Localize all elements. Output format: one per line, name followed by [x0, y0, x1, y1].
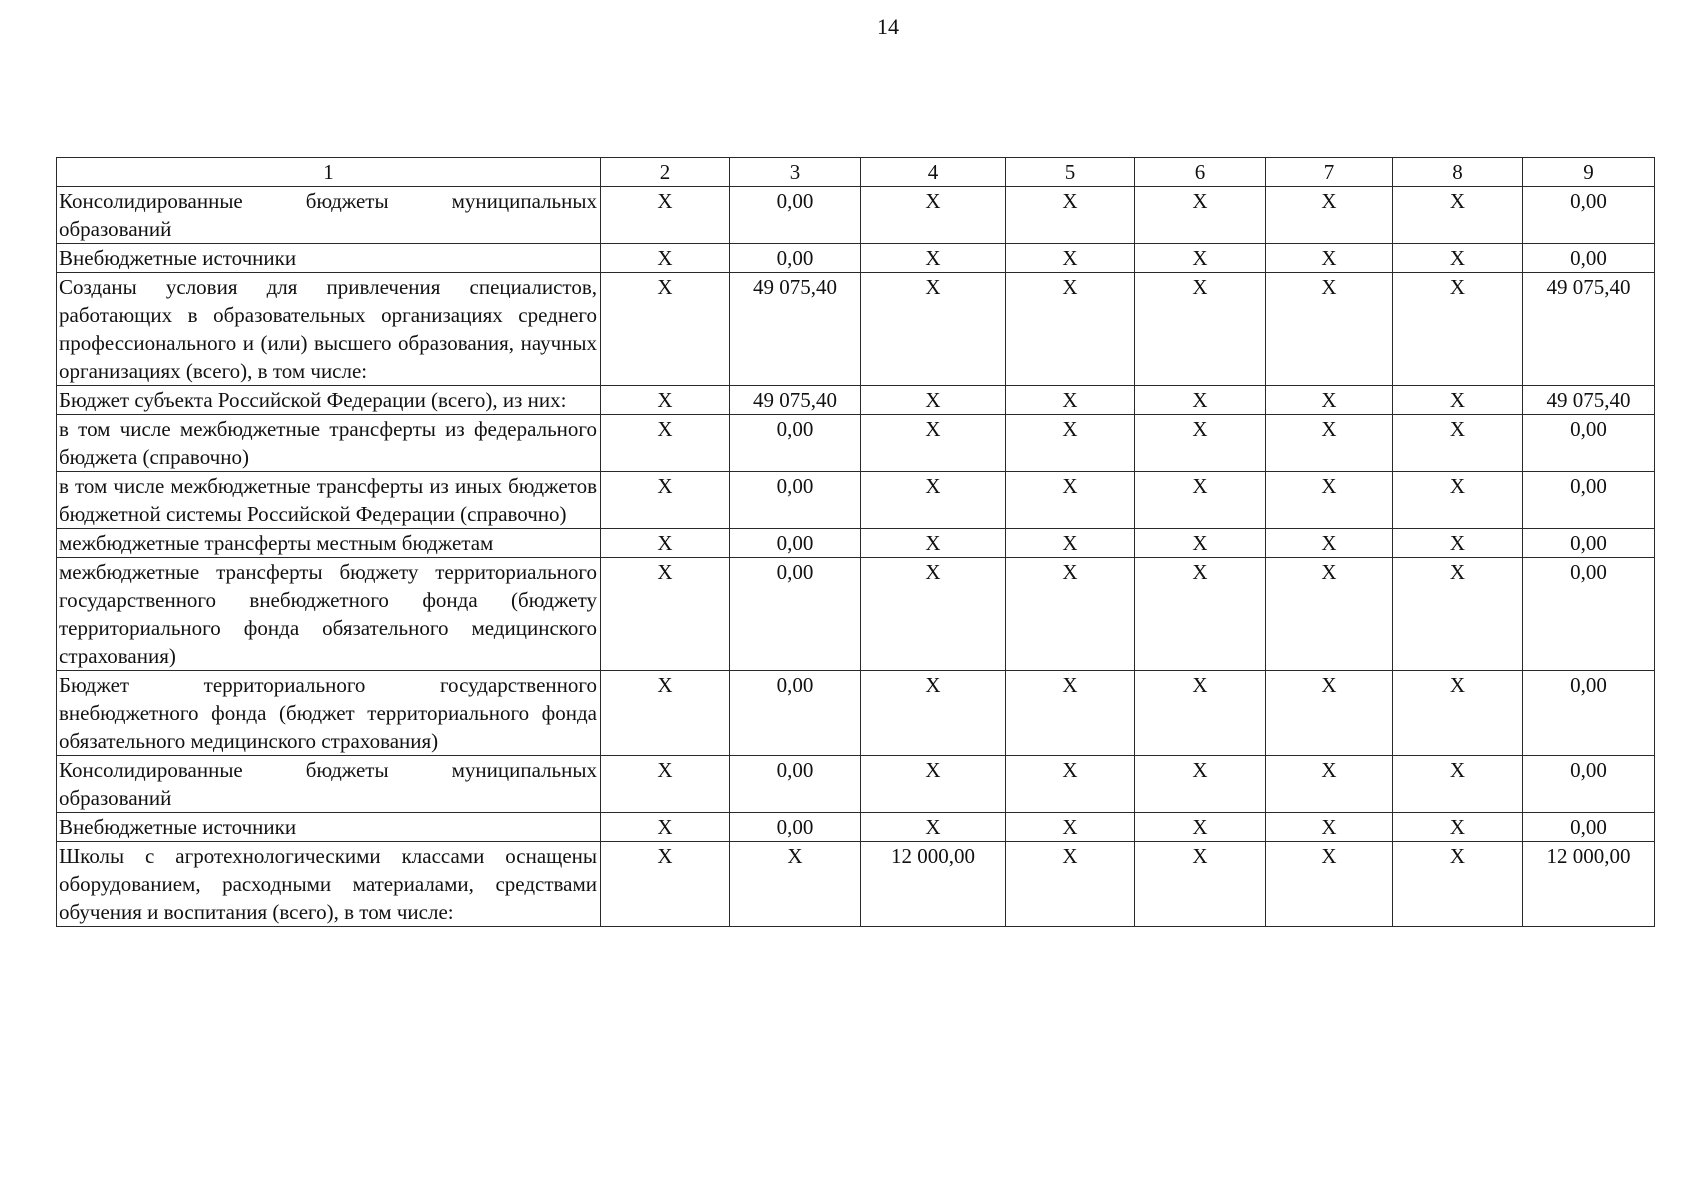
cell-value: 49 075,40: [730, 386, 861, 415]
cell-value: X: [1266, 415, 1393, 472]
cell-value: X: [1266, 472, 1393, 529]
cell-value: X: [601, 415, 730, 472]
cell-value: X: [1266, 558, 1393, 671]
column-header: 9: [1523, 158, 1655, 187]
cell-value: X: [1135, 273, 1266, 386]
table-row: [57, 386, 1655, 415]
cell-value: X: [861, 671, 1006, 756]
cell-value: X: [1006, 756, 1135, 813]
cell-value: X: [1393, 187, 1523, 244]
cell-value: X: [1006, 415, 1135, 472]
row-label: межбюджетные трансферты местным бюджетам: [57, 529, 601, 558]
row-label: Консолидированные бюджеты муниципальных образований: [57, 756, 601, 813]
cell-value: X: [861, 813, 1006, 842]
cell-value: 49 075,40: [1523, 386, 1655, 415]
table-row: [57, 244, 1655, 273]
table-row: [57, 187, 1655, 244]
table-row: [57, 756, 1655, 813]
cell-value: X: [1393, 813, 1523, 842]
cell-value: 0,00: [1523, 244, 1655, 273]
row-label: межбюджетные трансферты бюджету территориального государственного внебюджетного фонда (бюджету территориального фонда обязательного медицинского страхования): [57, 558, 601, 671]
cell-value: 0,00: [730, 756, 861, 813]
column-header: 3: [730, 158, 861, 187]
row-label: Бюджет субъекта Российской Федерации (всего), из них:: [57, 386, 601, 415]
cell-value: 0,00: [730, 187, 861, 244]
row-label: Консолидированные бюджеты муниципальных образований: [57, 187, 601, 244]
cell-value: 0,00: [1523, 558, 1655, 671]
cell-value: X: [1393, 558, 1523, 671]
cell-value: 0,00: [1523, 415, 1655, 472]
table-row: [57, 415, 1655, 472]
table-row: [57, 472, 1655, 529]
cell-value: X: [1006, 558, 1135, 671]
cell-value: X: [1006, 813, 1135, 842]
cell-value: X: [1266, 529, 1393, 558]
row-label: Внебюджетные источники: [57, 813, 601, 842]
table-row: [57, 558, 1655, 671]
cell-value: 0,00: [730, 813, 861, 842]
column-header: 7: [1266, 158, 1393, 187]
cell-value: X: [1006, 386, 1135, 415]
cell-value: X: [1135, 813, 1266, 842]
cell-value: 0,00: [1523, 813, 1655, 842]
cell-value: X: [1266, 756, 1393, 813]
cell-value: X: [1135, 756, 1266, 813]
cell-value: X: [1135, 472, 1266, 529]
cell-value: X: [1393, 386, 1523, 415]
row-label: Внебюджетные источники: [57, 244, 601, 273]
cell-value: X: [1135, 244, 1266, 273]
cell-value: X: [1006, 244, 1135, 273]
cell-value: 0,00: [730, 558, 861, 671]
cell-value: X: [861, 273, 1006, 386]
table-row: [57, 813, 1655, 842]
cell-value: X: [1135, 842, 1266, 927]
row-label: Созданы условия для привлечения специалистов, работающих в образовательных организациях среднего профессионального и (или) высшего образования, научных организациях (всего), в том числе:: [57, 273, 601, 386]
row-label: Школы с агротехнологическими классами оснащены оборудованием, расходными материалами, средствами обучения и воспитания (всего), в том числе:: [57, 842, 601, 927]
cell-value: X: [1006, 842, 1135, 927]
cell-value: X: [601, 472, 730, 529]
cell-value: X: [1393, 842, 1523, 927]
cell-value: 0,00: [1523, 472, 1655, 529]
cell-value: X: [1135, 187, 1266, 244]
cell-value: X: [1135, 529, 1266, 558]
cell-value: X: [601, 558, 730, 671]
cell-value: 0,00: [1523, 187, 1655, 244]
cell-value: X: [1135, 386, 1266, 415]
row-label: в том числе межбюджетные трансферты из иных бюджетов бюджетной системы Российской Федерации (справочно): [57, 472, 601, 529]
cell-value: X: [601, 756, 730, 813]
cell-value: X: [1135, 558, 1266, 671]
table-row: [57, 529, 1655, 558]
cell-value: 0,00: [1523, 671, 1655, 756]
cell-value: X: [1006, 187, 1135, 244]
cell-value: X: [1266, 386, 1393, 415]
cell-value: X: [1393, 244, 1523, 273]
table-row: [57, 273, 1655, 386]
column-header: 4: [861, 158, 1006, 187]
cell-value: X: [861, 386, 1006, 415]
cell-value: X: [1266, 842, 1393, 927]
column-header: 2: [601, 158, 730, 187]
cell-value: X: [601, 671, 730, 756]
cell-value: X: [1266, 671, 1393, 756]
cell-value: X: [861, 187, 1006, 244]
cell-value: X: [1135, 415, 1266, 472]
cell-value: 49 075,40: [1523, 273, 1655, 386]
table-row: [57, 671, 1655, 756]
cell-value: X: [861, 756, 1006, 813]
cell-value: X: [1393, 415, 1523, 472]
row-label: Бюджет территориального государственного внебюджетного фонда (бюджет территориального фонда обязательного медицинского страхования): [57, 671, 601, 756]
cell-value: X: [861, 244, 1006, 273]
cell-value: X: [861, 529, 1006, 558]
cell-value: X: [1006, 529, 1135, 558]
cell-value: X: [1006, 273, 1135, 386]
cell-value: X: [1135, 671, 1266, 756]
cell-value: X: [601, 273, 730, 386]
cell-value: X: [1266, 813, 1393, 842]
cell-value: X: [601, 842, 730, 927]
cell-value: X: [601, 386, 730, 415]
cell-value: X: [1393, 273, 1523, 386]
cell-value: X: [601, 529, 730, 558]
cell-value: 0,00: [1523, 529, 1655, 558]
cell-value: X: [1393, 671, 1523, 756]
cell-value: X: [1393, 756, 1523, 813]
cell-value: X: [861, 472, 1006, 529]
row-label: в том числе межбюджетные трансферты из федерального бюджета (справочно): [57, 415, 601, 472]
cell-value: 12 000,00: [1523, 842, 1655, 927]
cell-value: 12 000,00: [861, 842, 1006, 927]
cell-value: X: [861, 415, 1006, 472]
cell-value: X: [1393, 529, 1523, 558]
cell-value: 0,00: [730, 244, 861, 273]
cell-value: X: [601, 187, 730, 244]
cell-value: 0,00: [730, 529, 861, 558]
cell-value: X: [1266, 273, 1393, 386]
cell-value: X: [601, 813, 730, 842]
table-header-row: [57, 158, 1655, 187]
column-header: 5: [1006, 158, 1135, 187]
column-header: 6: [1135, 158, 1266, 187]
cell-value: X: [1266, 244, 1393, 273]
cell-value: 0,00: [1523, 756, 1655, 813]
cell-value: X: [861, 558, 1006, 671]
cell-value: X: [1006, 472, 1135, 529]
cell-value: X: [1266, 187, 1393, 244]
cell-value: 0,00: [730, 472, 861, 529]
budget-table: [56, 157, 1655, 927]
cell-value: 0,00: [730, 415, 861, 472]
cell-value: X: [601, 244, 730, 273]
cell-value: 0,00: [730, 671, 861, 756]
cell-value: X: [730, 842, 861, 927]
column-header: 1: [57, 158, 601, 187]
cell-value: X: [1006, 671, 1135, 756]
column-header: 8: [1393, 158, 1523, 187]
table-row: [57, 842, 1655, 927]
cell-value: 49 075,40: [730, 273, 861, 386]
page-number: 14: [877, 14, 899, 39]
cell-value: X: [1393, 472, 1523, 529]
